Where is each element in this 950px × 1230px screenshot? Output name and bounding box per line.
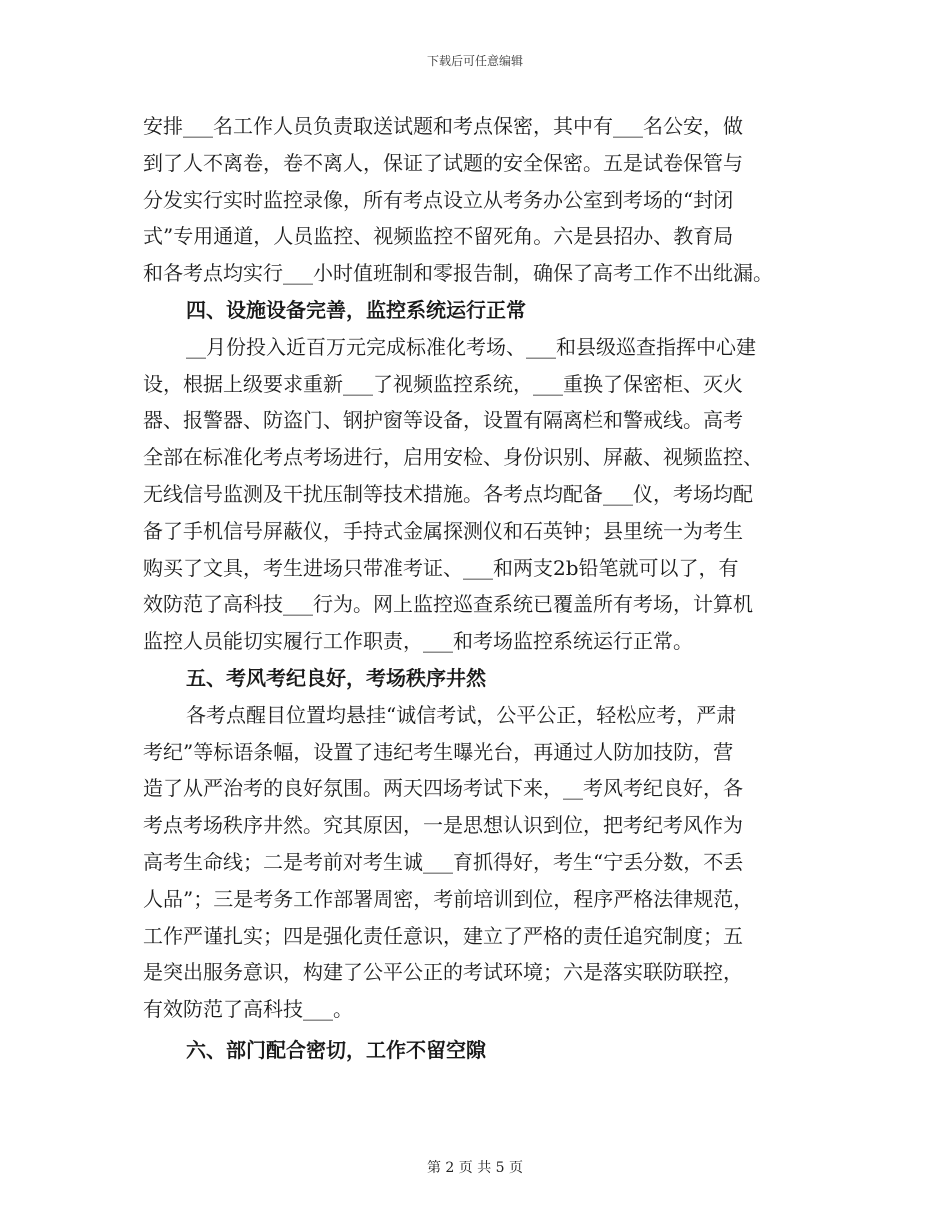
paragraph-line: 是突出服务意识，构建了公平公正的考试环境；六是落实联防联控， xyxy=(143,960,743,985)
section-heading: 四、设施设备完善，监控系统运行正常 xyxy=(186,297,526,322)
paragraph-line: 设，根据上级要求重新___了视频监控系统，___重换了保密柜、灭火 xyxy=(143,371,743,396)
paragraph-line: 器、报警器、防盗门、钢护窗等设备，设置有隔离栏和警戒线。高考 xyxy=(143,408,743,433)
paragraph-line: 全部在标准化考点考场进行，启用安检、身份识别、屏蔽、视频监控、 xyxy=(143,445,763,470)
paragraph-line: 各考点醒目位置均悬挂“诚信考试，公平公正，轻松应考，严肃 xyxy=(186,702,737,727)
page-header: 下载后可任意编辑 xyxy=(426,54,523,68)
paragraph-line: 式”专用通道，人员监控、视频监控不留死角。六是县招办、教育局 xyxy=(143,224,734,249)
paragraph-line: 高考生命线；二是考前对考生诚___育抓得好，考生“宁丢分数，不丢 xyxy=(143,849,744,874)
paragraph-line: 监控人员能切实履行工作职责，___和考场监控系统运行正常。 xyxy=(143,629,693,654)
paragraph-line: 造了从严治考的良好氛围。两天四场考试下来，__考风考纪良好，各 xyxy=(143,776,743,801)
paragraph-line: 无线信号监测及干扰压制等技术措施。各考点均配备___仪，考场均配 xyxy=(143,481,753,506)
paragraph-line: 和各考点均实行___小时值班制和零报告制，确保了高考工作不出纰漏。 xyxy=(143,261,773,286)
paragraph-line: 考点考场秩序井然。究其原因，一是思想认识到位，把考纪考风作为 xyxy=(143,813,743,838)
document-body xyxy=(143,108,808,1069)
section-heading: 六、部门配合密切，工作不留空隙 xyxy=(186,1037,486,1062)
paragraph-line: 考纪”等标语条幅，设置了违纪考生曝光台，再通过人防加技防，营 xyxy=(143,739,734,764)
paragraph-line: 备了手机信号屏蔽仪，手持式金属探测仪和石英钟；县里统一为考生 xyxy=(143,518,743,543)
paragraph-line: 到了人不离卷，卷不离人，保证了试题的安全保密。五是试卷保管与 xyxy=(143,150,743,175)
page-footer: 第 2 页 共 5 页 xyxy=(426,1160,524,1176)
paragraph-line: 工作严谨扎实；四是强化责任意识，建立了严格的责任追究制度；五 xyxy=(143,923,743,948)
paragraph-line: 人品”；三是考务工作部署周密，考前培训到位，程序严格法律规范， xyxy=(143,886,754,911)
paragraph-line: 效防范了高科技___行为。网上监控巡查系统已覆盖所有考场，计算机 xyxy=(143,592,753,617)
paragraph-line: 分发实行实时监控录像，所有考点设立从考务办公室到考场的“封闭 xyxy=(143,187,734,212)
paragraph-line: 有效防范了高科技___。 xyxy=(143,997,353,1022)
paragraph-line: __月份投入近百万元完成标准化考场、___和县级巡查指挥中心建 xyxy=(186,334,756,359)
paragraph-line: 购买了文具，考生进场只带准考证、___和两支2b铅笔就可以了，有 xyxy=(143,555,739,580)
paragraph-line: 安排___名工作人员负责取送试题和考点保密，其中有___名公安，做 xyxy=(143,114,743,138)
section-heading: 五、考风考纪良好，考场秩序井然 xyxy=(186,665,486,690)
